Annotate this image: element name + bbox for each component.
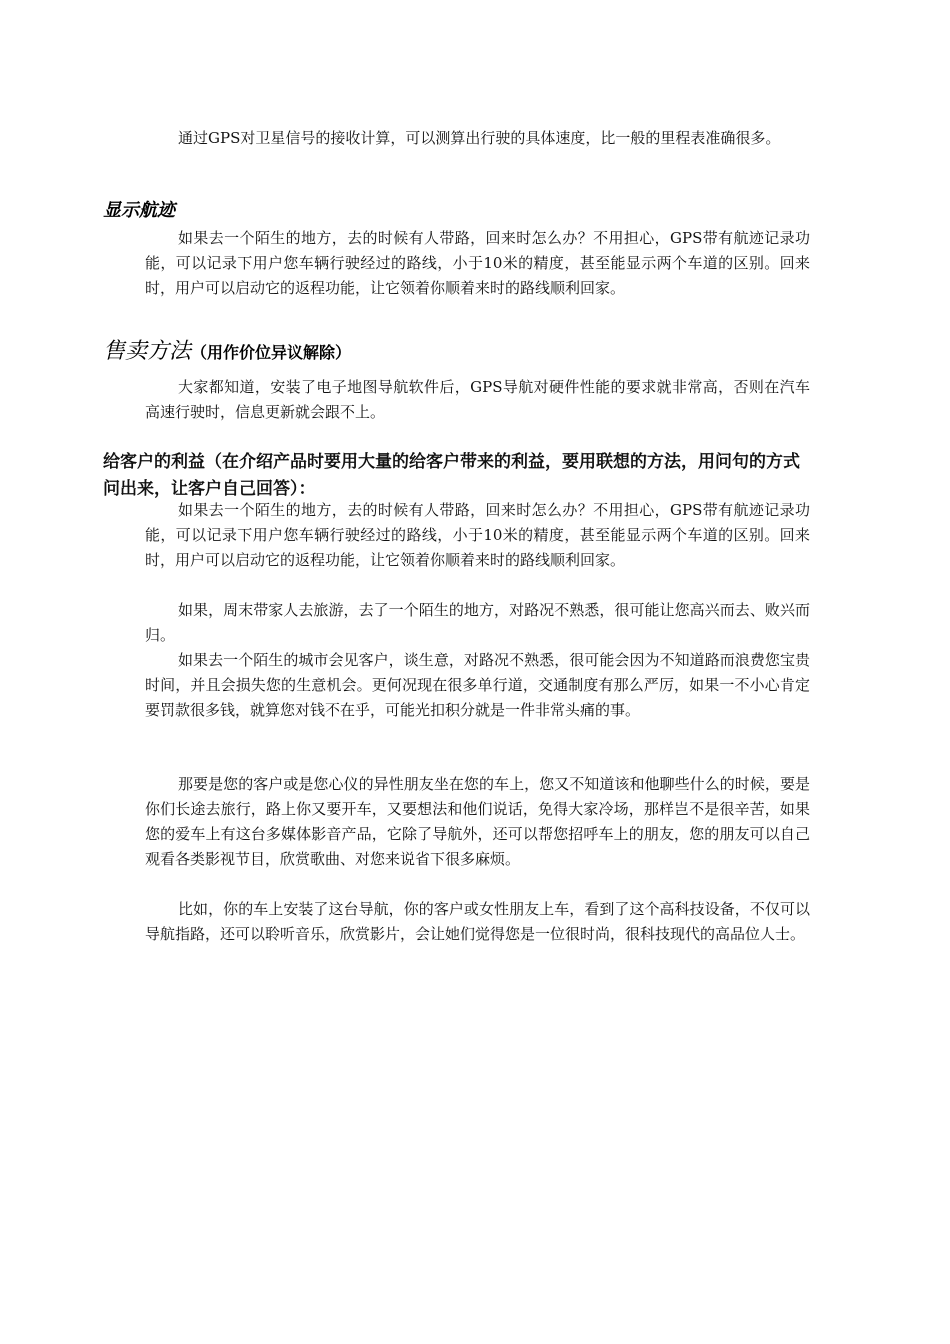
benefit-paragraph: 如果，周末带家人去旅游，去了一个陌生的地方，对路况不熟悉，很可能让您高兴而去、败兴而归。 bbox=[145, 601, 810, 644]
section-heading-sales bbox=[103, 337, 351, 368]
section-heading-track: 显示航迹 bbox=[103, 200, 175, 221]
benefit-paragraph: 比如，你的车上安装了这台导航，你的客户或女性朋友上车，看到了这个高科技设备，不仅可以导航指路，还可以聆听音乐，欣赏影片，会让她们觉得您是一位很时尚，很科技现代的高品位人士。 bbox=[145, 900, 810, 943]
sales-heading-sub: （用作价位异议解除） bbox=[191, 343, 352, 362]
intro-paragraph: 通过GPS对卫星信号的接收计算，可以测算出行驶的具体速度，比一般的里程表准确很多。 bbox=[178, 129, 781, 147]
sales-paragraph: 大家都知道，安装了电子地图导航软件后，GPS导航对硬件性能的要求就非常高，否则在汽车高速行驶时，信息更新就会跟不上。 bbox=[145, 378, 810, 421]
benefit-paragraph: 那要是您的客户或是您心仪的异性朋友坐在您的车上，您又不知道该和他聊些什么的时候，要是你们长途去旅行，路上你又要开车，又要想法和他们说话，免得大家冷场，那样岂不是很辛苦，如果您的爱车上有这台多媒体影音产品，它除了导航外，还可以帮您招呼车上的朋友，您的朋友可以自己观看各类影视节目，欣赏歌曲、对您来说省下很多麻烦。 bbox=[145, 775, 810, 868]
sales-heading-main: 售卖方法 bbox=[103, 339, 192, 364]
benefit-paragraph: 如果去一个陌生的地方，去的时候有人带路，回来时怎么办？不用担心，GPS带有航迹记录功能，可以记录下用户您车辆行驶经过的路线，小于10米的精度，甚至能显示两个车道的区别。回来时，用户可以启动它的返程功能，让它领着你顺着来时的路线顺利回家。 bbox=[145, 501, 810, 569]
section-heading-benefits: 给客户的利益（在介绍产品时要用大量的给客户带来的利益，要用联想的方法，用问句的方式问出来，让客户自己回答）： bbox=[103, 452, 800, 499]
track-paragraph: 如果去一个陌生的地方，去的时候有人带路，回来时怎么办？不用担心，GPS带有航迹记录功能，可以记录下用户您车辆行驶经过的路线，小于10米的精度，甚至能显示两个车道的区别。回来时，用户可以启动它的返程功能，让它领着你顺着来时的路线顺利回家。 bbox=[145, 229, 810, 297]
benefit-paragraph: 如果去一个陌生的城市会见客户，谈生意，对路况不熟悉，很可能会因为不知道路而浪费您宝贵时间，并且会损失您的生意机会。更何况现在很多单行道，交通制度有那么严厉，如果一不小心肯定要罚款很多钱，就算您对钱不在乎，可能光扣积分就是一件非常头痛的事。 bbox=[145, 651, 810, 719]
